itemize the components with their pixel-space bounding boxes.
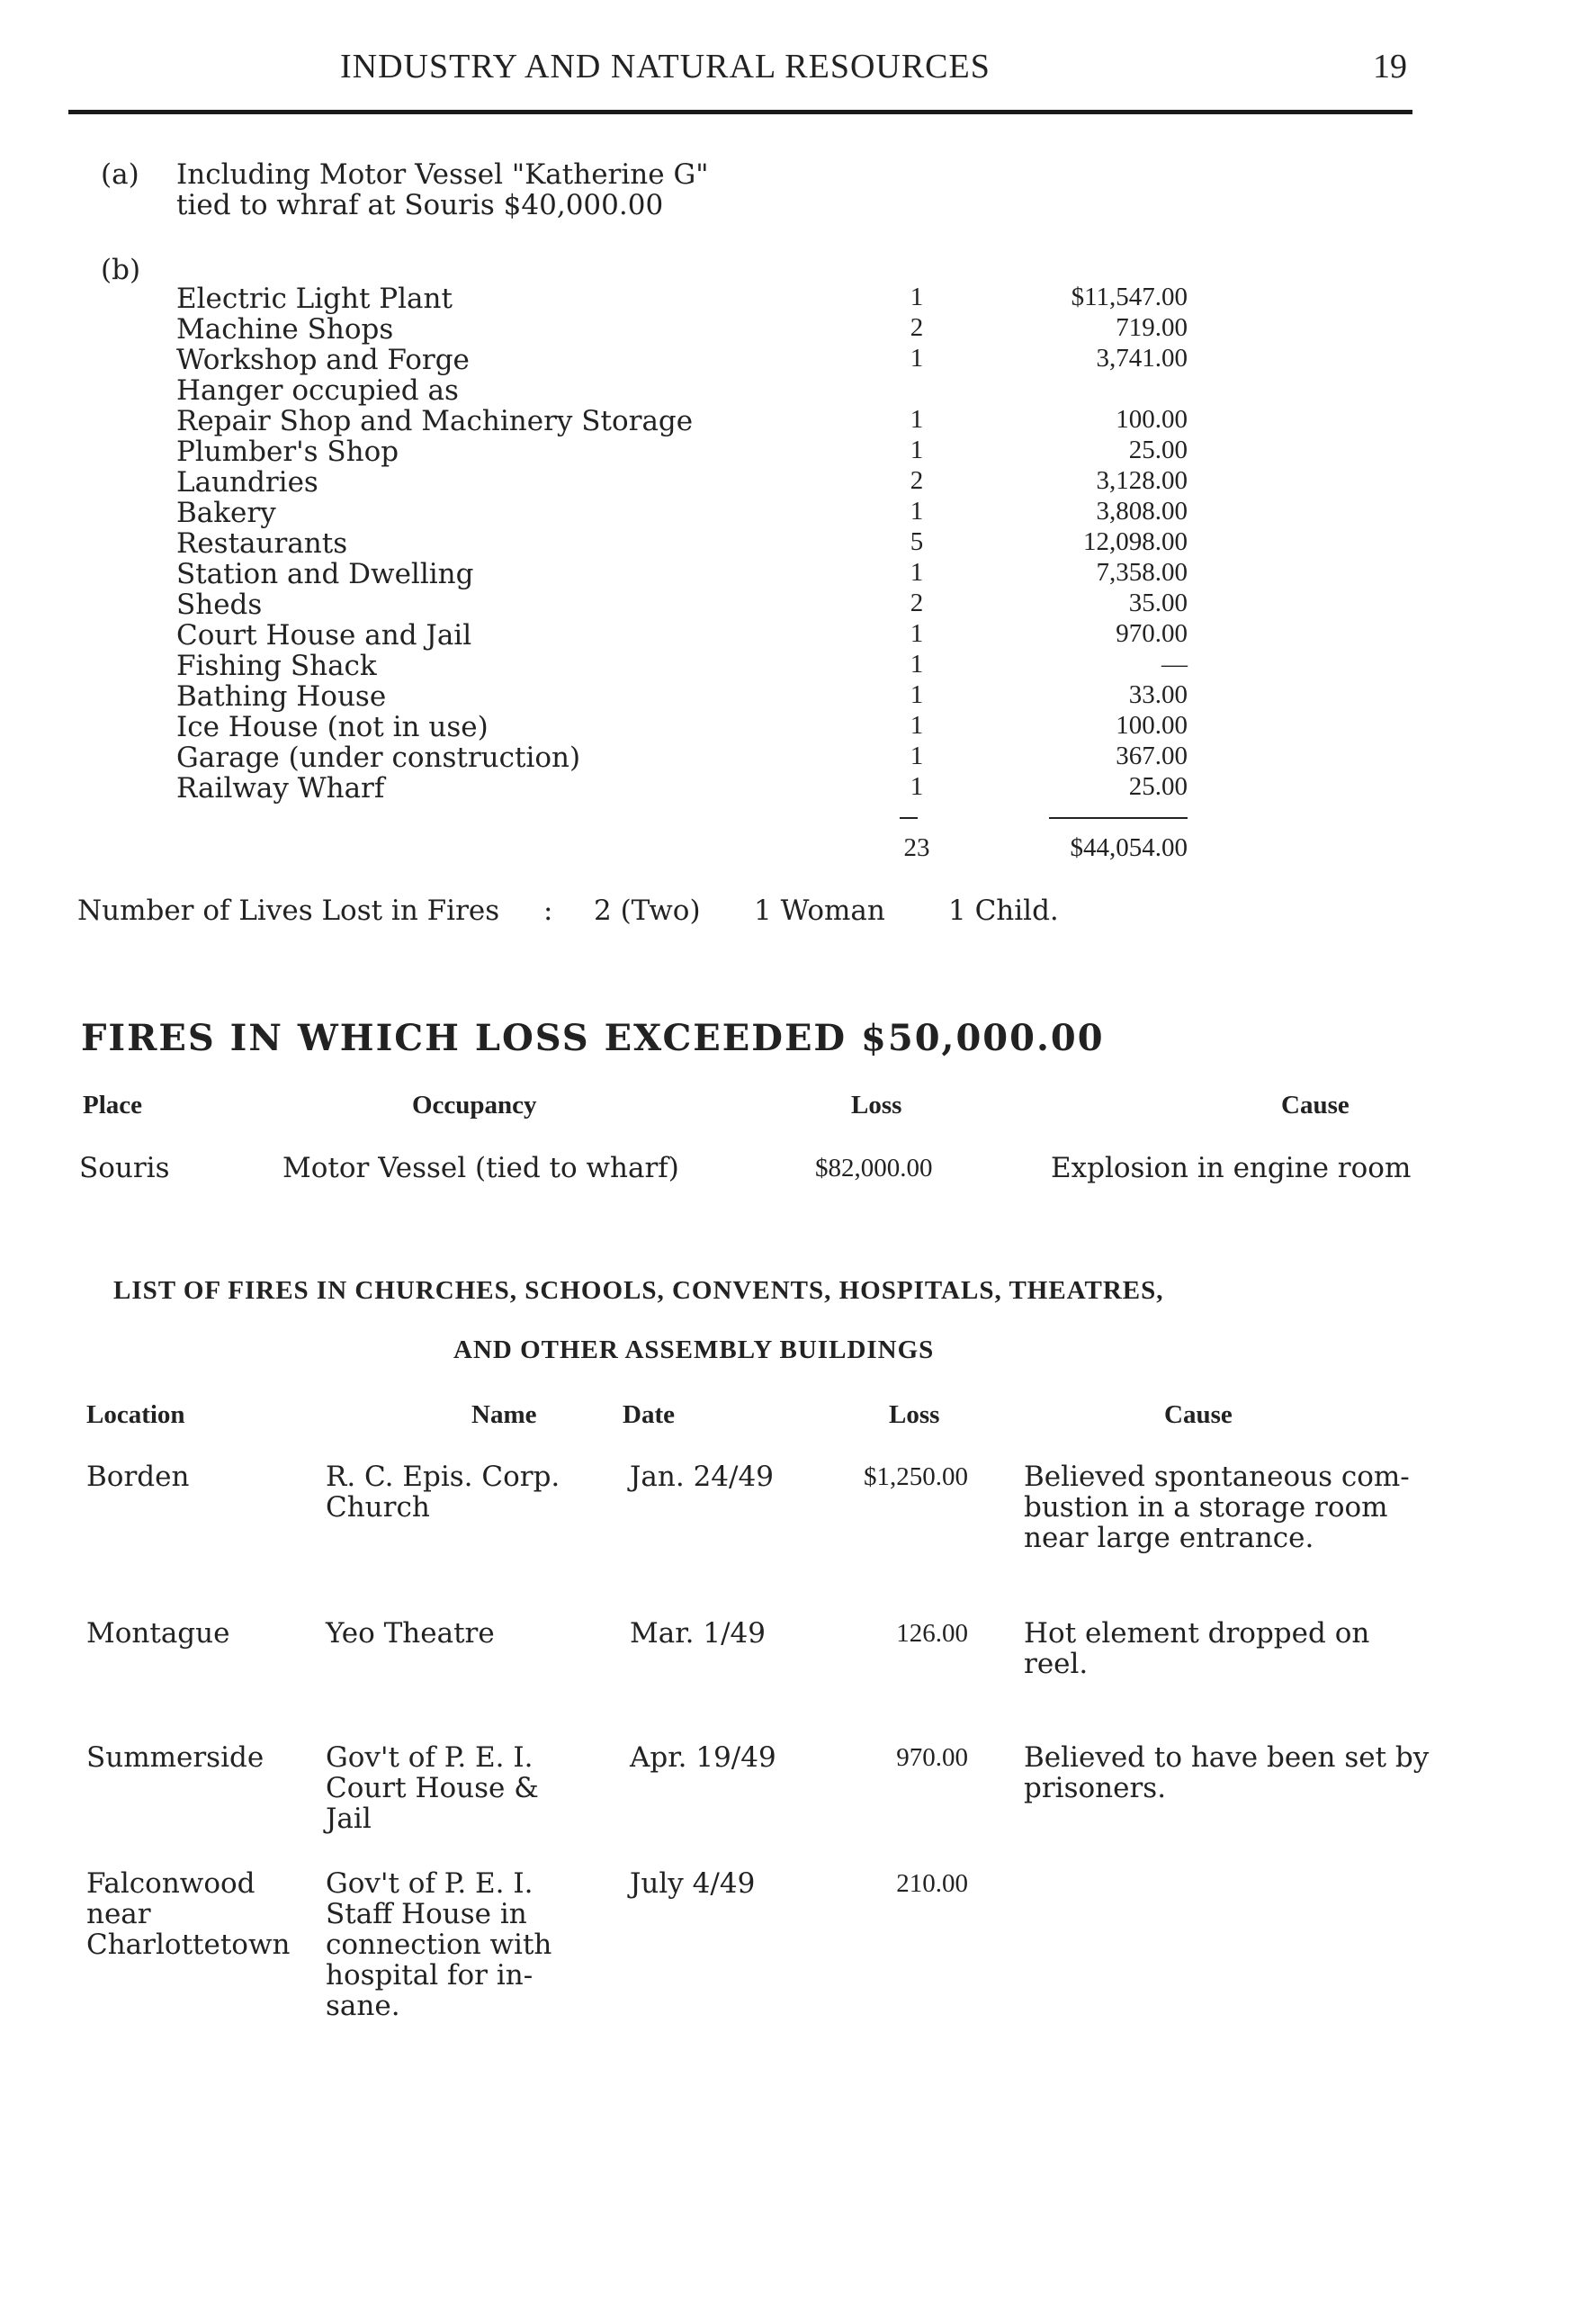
building-loss-amount: 719.00 [1116,313,1188,342]
col-header-assembly-cause: Cause [1164,1400,1233,1429]
building-fire-count: 1 [910,772,924,801]
count-total-rule [900,817,918,819]
amount-total-rule [1049,817,1188,819]
assembly-fire-name-line: Gov't of P. E. I. [326,1867,533,1900]
building-type-label: Fishing Shack [176,650,377,682]
building-fire-count: 1 [910,405,924,434]
assembly-fire-name-line: Church [326,1491,430,1524]
building-fire-count: 1 [910,283,924,311]
assembly-fire-cause [1024,1461,1438,1553]
assembly-fire-loss: 126.00 [896,1619,968,1648]
building-type-label: Plumber's Shop [176,436,399,468]
building-fire-count: 1 [910,650,924,679]
assembly-fire-location-line: Borden [86,1461,190,1493]
assembly-fire-date: Jan. 24/49 [630,1461,774,1493]
assembly-fire-name-line: Court House & [326,1772,539,1804]
col-header-cause: Cause [1281,1091,1349,1120]
building-type-label: Machine Shops [176,313,394,346]
building-fire-count: 1 [910,680,924,709]
building-fire-count: 1 [910,742,924,770]
assembly-fire-cause-line: Believed to have been set by [1024,1741,1430,1774]
building-loss-amount: 3,808.00 [1096,497,1188,526]
total-amount: $44,054.00 [1070,833,1188,862]
assembly-fire-location-line: Falconwood [86,1867,256,1900]
large-fire-place: Souris [79,1152,170,1184]
note-a-marker: (a) [101,158,139,191]
building-loss-amount: 7,358.00 [1096,558,1188,587]
building-loss-row [176,558,1188,589]
large-fire-cause: Explosion in engine room [1051,1152,1412,1184]
building-loss-row [176,589,1188,619]
building-loss-amount: 25.00 [1128,436,1188,464]
building-type-label: Bathing House [176,680,387,713]
building-fire-count: 1 [910,558,924,587]
building-type-label: Garage (under construction) [176,742,581,774]
building-loss-row [176,436,1188,466]
lives-lost-total: 2 (Two) [594,895,701,927]
building-loss-row [176,374,1188,405]
building-loss-row [176,497,1188,527]
total-count: 23 [903,833,930,862]
page-number: 19 [1373,48,1407,85]
assembly-fire-location [86,1868,302,1960]
lives-lost-child: 1 Child. [948,895,1059,927]
note-a-line1: Including Motor Vessel "Katherine G" [176,158,709,191]
building-loss-amount: 12,098.00 [1083,527,1188,556]
col-header-loss: Loss [851,1091,902,1120]
assembly-fire-name-line: sane. [326,1990,400,2022]
note-b-marker: (b) [101,254,141,286]
col-header-assembly-loss: Loss [889,1400,940,1429]
building-type-label: Workshop and Forge [176,344,470,376]
building-loss-amount: 100.00 [1116,405,1188,434]
large-fire-loss: $82,000.00 [815,1154,933,1182]
lives-lost-separator: : [543,895,553,927]
section-heading-large-fires: FIRES IN WHICH LOSS EXCEEDED $50,000.00 [81,1017,1105,1059]
lives-lost-label: Number of Lives Lost in Fires [77,895,500,927]
col-header-place: Place [83,1091,143,1120]
building-loss-amount: 25.00 [1128,772,1188,801]
assembly-fire-name-line: Gov't of P. E. I. [326,1741,533,1774]
assembly-fire-location [86,1618,302,1649]
assembly-fire-name [326,1868,606,2021]
assembly-fire-location-line: Charlottetown [86,1929,291,1961]
building-loss-amount: 367.00 [1116,742,1188,770]
building-loss-amount: 33.00 [1128,680,1188,709]
assembly-fire-name [326,1461,606,1523]
assembly-fire-name-line: connection with [326,1929,552,1961]
building-loss-amount: 970.00 [1116,619,1188,648]
assembly-fire-cause [1024,1618,1438,1679]
building-loss-amount: 3,741.00 [1096,344,1188,373]
building-fire-count: 5 [910,527,924,556]
building-fire-count: 1 [910,711,924,740]
building-fire-count: 2 [910,589,924,617]
building-type-label: Ice House (not in use) [176,711,489,743]
assembly-fire-name-line: hospital for in- [326,1959,533,1992]
building-type-label: Restaurants [176,527,348,560]
building-loss-row [176,344,1188,374]
section-heading-assembly-line2: AND OTHER ASSEMBLY BUILDINGS [453,1335,935,1364]
large-fire-occupancy: Motor Vessel (tied to wharf) [282,1152,679,1184]
building-loss-row [176,313,1188,344]
assembly-fire-name [326,1618,606,1649]
building-type-label: Bakery [176,497,276,529]
building-loss-row [176,619,1188,650]
col-header-date: Date [623,1400,675,1429]
building-type-label: Repair Shop and Machinery Storage [176,405,694,437]
building-type-label: Sheds [176,589,263,621]
building-fire-count: 2 [910,313,924,342]
assembly-fire-location-line: near [86,1898,151,1930]
building-fire-count: 1 [910,436,924,464]
assembly-fire-cause-line: Believed spontaneous com- [1024,1461,1410,1493]
assembly-fire-date: Apr. 19/49 [630,1741,776,1774]
building-loss-row [176,405,1188,436]
assembly-fire-cause-line: bustion in a storage room [1024,1491,1388,1524]
building-loss-row [176,527,1188,558]
assembly-fire-location-line: Summerside [86,1741,265,1774]
building-loss-row [176,742,1188,772]
note-a-line2: tied to whraf at Souris $40,000.00 [176,189,664,221]
col-header-occupancy: Occupancy [412,1091,537,1120]
section-heading-assembly-line1: LIST OF FIRES IN CHURCHES, SCHOOLS, CONVENTS, HOSPITALS, THEATRES, [113,1276,1164,1305]
building-loss-amount: $11,547.00 [1071,283,1188,311]
assembly-fire-loss: 970.00 [896,1743,968,1772]
building-loss-row [176,772,1188,803]
building-type-label: Court House and Jail [176,619,472,652]
building-loss-amount: 100.00 [1116,711,1188,740]
building-fire-count: 1 [910,497,924,526]
building-loss-amount: 35.00 [1128,589,1188,617]
assembly-fire-date: July 4/49 [630,1867,756,1900]
building-loss-row [176,711,1188,742]
assembly-fire-name-line: Staff House in [326,1898,527,1930]
col-header-name: Name [471,1400,537,1429]
building-loss-row [176,283,1188,313]
assembly-fire-name-line: R. C. Epis. Corp. [326,1461,560,1493]
assembly-fire-location-line: Montague [86,1617,230,1650]
lives-lost-woman: 1 Woman [754,895,885,927]
building-fire-count: 2 [910,466,924,495]
assembly-fire-cause [1024,1742,1438,1803]
col-header-location: Location [86,1400,185,1429]
building-type-label: Railway Wharf [176,772,385,805]
building-type-label: Electric Light Plant [176,283,453,315]
building-loss-row [176,650,1188,680]
building-fire-count: 1 [910,344,924,373]
running-header: INDUSTRY AND NATURAL RESOURCES [340,48,991,85]
assembly-fire-date: Mar. 1/49 [630,1617,766,1650]
assembly-fire-name-line: Yeo Theatre [326,1617,495,1650]
building-type-label: Station and Dwelling [176,558,474,590]
assembly-fire-loss: $1,250.00 [864,1462,968,1491]
header-rule [68,110,1412,114]
building-type-label: Laundries [176,466,318,499]
assembly-fire-location [86,1742,302,1773]
building-fire-count: 1 [910,619,924,648]
building-loss-row [176,680,1188,711]
assembly-fire-cause-line: near large entrance. [1024,1522,1314,1554]
building-loss-amount: 3,128.00 [1096,466,1188,495]
assembly-fire-location [86,1461,302,1492]
assembly-fire-cause-line: prisoners. [1024,1772,1167,1804]
assembly-fire-cause-line: Hot element dropped on [1024,1617,1370,1650]
assembly-fire-name [326,1742,606,1834]
assembly-fire-name-line: Jail [326,1803,372,1835]
building-loss-amount: — [1161,650,1188,679]
assembly-fire-loss: 210.00 [896,1869,968,1898]
assembly-fire-cause-line: reel. [1024,1648,1089,1680]
building-loss-row [176,466,1188,497]
building-type-label: Hanger occupied as [176,374,459,407]
